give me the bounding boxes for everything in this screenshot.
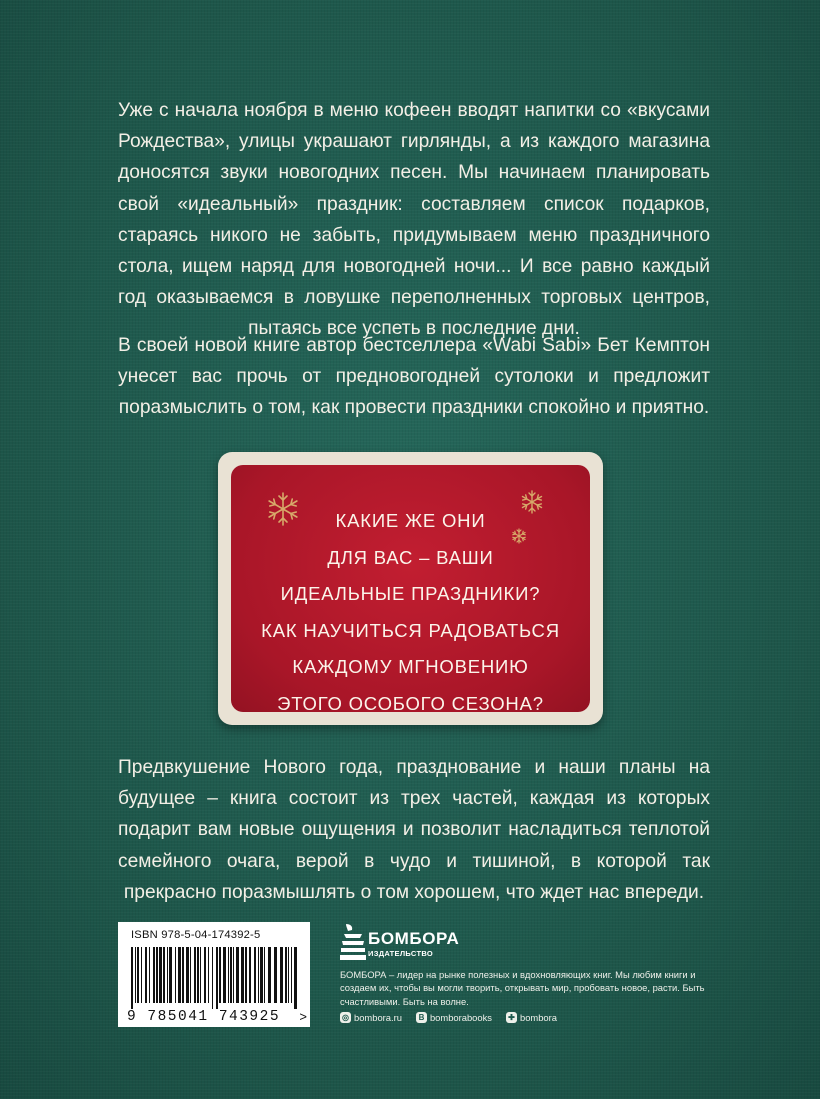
barcode-digits: 9 785041 743925 <box>127 1009 281 1025</box>
vk-icon: В <box>416 1012 427 1023</box>
isbn-barcode-box <box>118 922 310 1027</box>
barcode-bar <box>294 947 297 1009</box>
barcode-bar <box>274 947 277 1003</box>
social-label: bombora.ru <box>354 1012 402 1023</box>
quote-line: КАКИЕ ЖЕ ОНИ <box>335 510 486 531</box>
barcode-bar <box>230 947 232 1003</box>
barcode-bar <box>228 947 229 1003</box>
barcode-bar <box>135 947 136 1003</box>
barcode-bar <box>264 947 265 1003</box>
quote-text <box>231 503 590 723</box>
quote-line: ИДЕАЛЬНЫЕ ПРАЗДНИКИ? <box>280 583 541 605</box>
barcode-bar <box>190 947 191 1003</box>
barcode-bar <box>137 947 139 1003</box>
barcode-bar <box>223 947 226 1003</box>
barcode-bar <box>208 947 209 1003</box>
publisher-name: БОМБОРА <box>368 929 460 948</box>
barcode-bar <box>216 947 218 1009</box>
barcode-bar <box>268 947 271 1003</box>
barcode-bar <box>212 947 213 1009</box>
structure-paragraph: Предвкушение Нового года, празднование и наши планы на будущее – книга состоит из трех частей, каждая из которых подарит вам новые ощущения и позволит насладиться теплотой семейного очага, верой в чудо и тишиной, в которой так прекрасно поразмышлять о том хорошем, что ждет нас впереди. <box>118 757 710 903</box>
barcode-bar <box>288 947 289 1003</box>
quote-line: ДЛЯ ВАС – ВАШИ <box>327 546 494 568</box>
barcode-bar <box>178 947 181 1003</box>
quote-card-frame <box>218 452 603 725</box>
barcode-bar <box>245 947 247 1003</box>
social-link-telegram[interactable] <box>506 1012 557 1023</box>
barcode-bar <box>260 947 263 1003</box>
barcode-bar <box>186 947 189 1003</box>
publisher-description: БОМБОРА – лидер на рынке полезных и вдохновляющих книг. Мы любим книги и создаем их, чтобы вы могли творить, открывать мир, пробовать новое, расти. Быть счастливыми. Быть на волне. <box>340 969 705 1007</box>
barcode-bar <box>204 947 206 1003</box>
barcode-bar <box>233 947 234 1003</box>
author-paragraph: В своей новой книге автор бестселлера «Wabi Sabi» Бет Кемптон унесет вас прочь от предновогодней сутолоки и предложит поразмыслить о том, как провести праздники спокойно и приятно. <box>118 335 710 419</box>
bombora-logo-icon <box>340 922 366 962</box>
barcode-bar <box>254 947 256 1003</box>
barcode-image <box>131 947 299 1009</box>
barcode-bar <box>175 947 176 1003</box>
quote-line: КАК НАУЧИТЬСЯ РАДОВАТЬСЯ <box>261 619 560 641</box>
barcode-bar <box>197 947 199 1003</box>
barcode-bar <box>291 947 292 1003</box>
barcode-bar <box>145 947 147 1003</box>
barcode-bar <box>285 947 287 1003</box>
barcode-bar <box>141 947 142 1003</box>
instagram-icon: ◎ <box>340 1012 351 1023</box>
quote-line: КАЖДОМУ МГНОВЕНИЮ <box>292 656 529 678</box>
barcode-bar <box>156 947 158 1003</box>
barcode-bar <box>236 947 239 1003</box>
barcode-bar <box>194 947 196 1003</box>
barcode-bar <box>153 947 155 1003</box>
isbn-label: ISBN 978-5-04-174392-5 <box>131 929 261 941</box>
barcode-bar <box>163 947 165 1003</box>
barcode-bar <box>258 947 259 1003</box>
barcode-bar <box>169 947 172 1003</box>
barcode-bar <box>182 947 184 1003</box>
barcode-bar <box>167 947 168 1003</box>
publisher-subtitle: ИЗДАТЕЛЬСТВО <box>368 949 433 958</box>
social-link-vk[interactable] <box>416 1012 492 1023</box>
barcode-bar <box>280 947 283 1003</box>
telegram-icon: ✚ <box>506 1012 517 1023</box>
intro-paragraph: Уже с начала ноября в меню кофеен вводят напитки со «вкусами Рождества», улицы украшают гирлянды, а из каждого магазина доносятся звуки новогодних песен. Мы начинаем планировать свой «идеальный» праздник: составляем список подарков, стараясь никого не забыть, придумываем меню праздничного стола, ищем наряд для новогодней ночи... И все равно каждый год оказываемся в ловушке переполненных торговых центров, пытаясь все успеть в последние дни. <box>118 100 710 340</box>
barcode-bar <box>159 947 162 1003</box>
quote-card <box>231 465 590 712</box>
barcode-bar <box>200 947 201 1003</box>
barcode-bar <box>241 947 244 1003</box>
barcode-bar <box>219 947 221 1003</box>
barcode-bar <box>131 947 133 1009</box>
quote-line: ЭТОГО ОСОБОГО СЕЗОНА? <box>277 692 544 714</box>
social-link-site[interactable] <box>340 1012 402 1023</box>
social-links <box>340 1012 571 1023</box>
social-label: bomborabooks <box>429 1012 492 1023</box>
barcode-arrow: > <box>299 1009 307 1024</box>
barcode-bar <box>249 947 251 1003</box>
barcode-bar <box>149 947 150 1003</box>
social-label: bombora <box>519 1012 557 1023</box>
